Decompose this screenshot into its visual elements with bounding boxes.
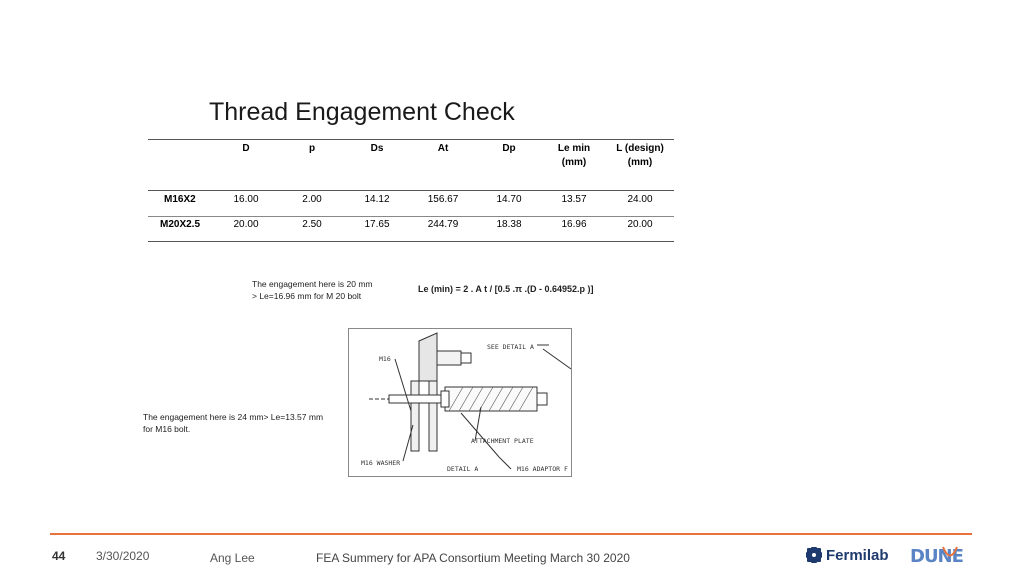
bolt-drawing-svg [349,329,571,476]
header-p: p [308,143,316,154]
label-m16-washer: M16 WASHER [361,459,401,467]
table-top-rule [148,139,674,140]
m20-note-line2: > Le=16.96 mm for M 20 bolt [252,291,362,301]
dune-logo-text: DUNE [910,546,963,566]
m16-note [143,411,323,435]
header-L-design: L (design) [616,143,664,154]
le-formula: Le (min) = 2 . A t / [0.5 .π .(D - 0.64952.p )] [418,284,594,294]
header-Le-min-unit: (mm) [561,157,587,168]
table-cell: 156.67 [427,194,459,205]
table-cell: 16.00 [233,194,259,205]
label-detail-a: DETAIL A [447,465,479,473]
row-label-m16: M16X2 [164,194,196,205]
table-cell: 16.96 [561,219,587,230]
slide-title: Thread Engagement Check [209,98,515,126]
table-cell: 18.38 [496,219,522,230]
label-m16: M16 [379,355,391,363]
m20-note-line1: The engagement here is 20 mm [252,279,373,289]
bolt-assembly-drawing [348,328,572,477]
header-D: D [242,143,250,154]
fermilab-logo [806,546,889,564]
m16-note-line2: for M16 bolt. [143,424,191,434]
page-number: 44 [52,549,66,563]
table-cell: 13.57 [561,194,587,205]
table-cell: 17.65 [364,219,390,230]
fermilab-text: Fermilab [826,546,889,564]
header-Dp: Dp [502,143,516,154]
table-cell: 2.50 [302,219,322,230]
row-label-m20: M20X2.5 [160,219,201,230]
label-attachment-plate: ATTACHMENT PLATE [471,437,534,445]
table-cell: 20.00 [627,219,653,230]
header-At: At [437,143,449,154]
table-cell: 2.00 [302,194,322,205]
table-cell: 14.70 [496,194,522,205]
m16-note-line1: The engagement here is 24 mm> Le=13.57 mm [143,412,324,422]
label-see-detail: SEE DETAIL A [487,343,534,351]
table-cell: 244.79 [427,219,459,230]
label-m16-adaptor: M16 ADAPTOR F [517,465,568,473]
footer-title: FEA Summery for APA Consortium Meeting March 30 2020 [316,551,630,565]
header-Ds: Ds [370,143,384,154]
table-row-rule [148,216,674,217]
header-Le-min: Le min [557,143,591,154]
footer-date: 3/30/2020 [96,549,150,563]
table-bottom-rule [148,241,674,242]
table-cell: 14.12 [364,194,390,205]
table-cell: 20.00 [233,219,259,230]
header-L-design-unit: (mm) [627,157,653,168]
fermilab-icon [806,547,822,563]
m20-note [252,278,372,302]
dune-logo [910,544,974,566]
table-header-rule [148,190,674,191]
table-cell: 24.00 [627,194,653,205]
footer-divider [50,533,972,535]
footer-author: Ang Lee [210,551,255,565]
